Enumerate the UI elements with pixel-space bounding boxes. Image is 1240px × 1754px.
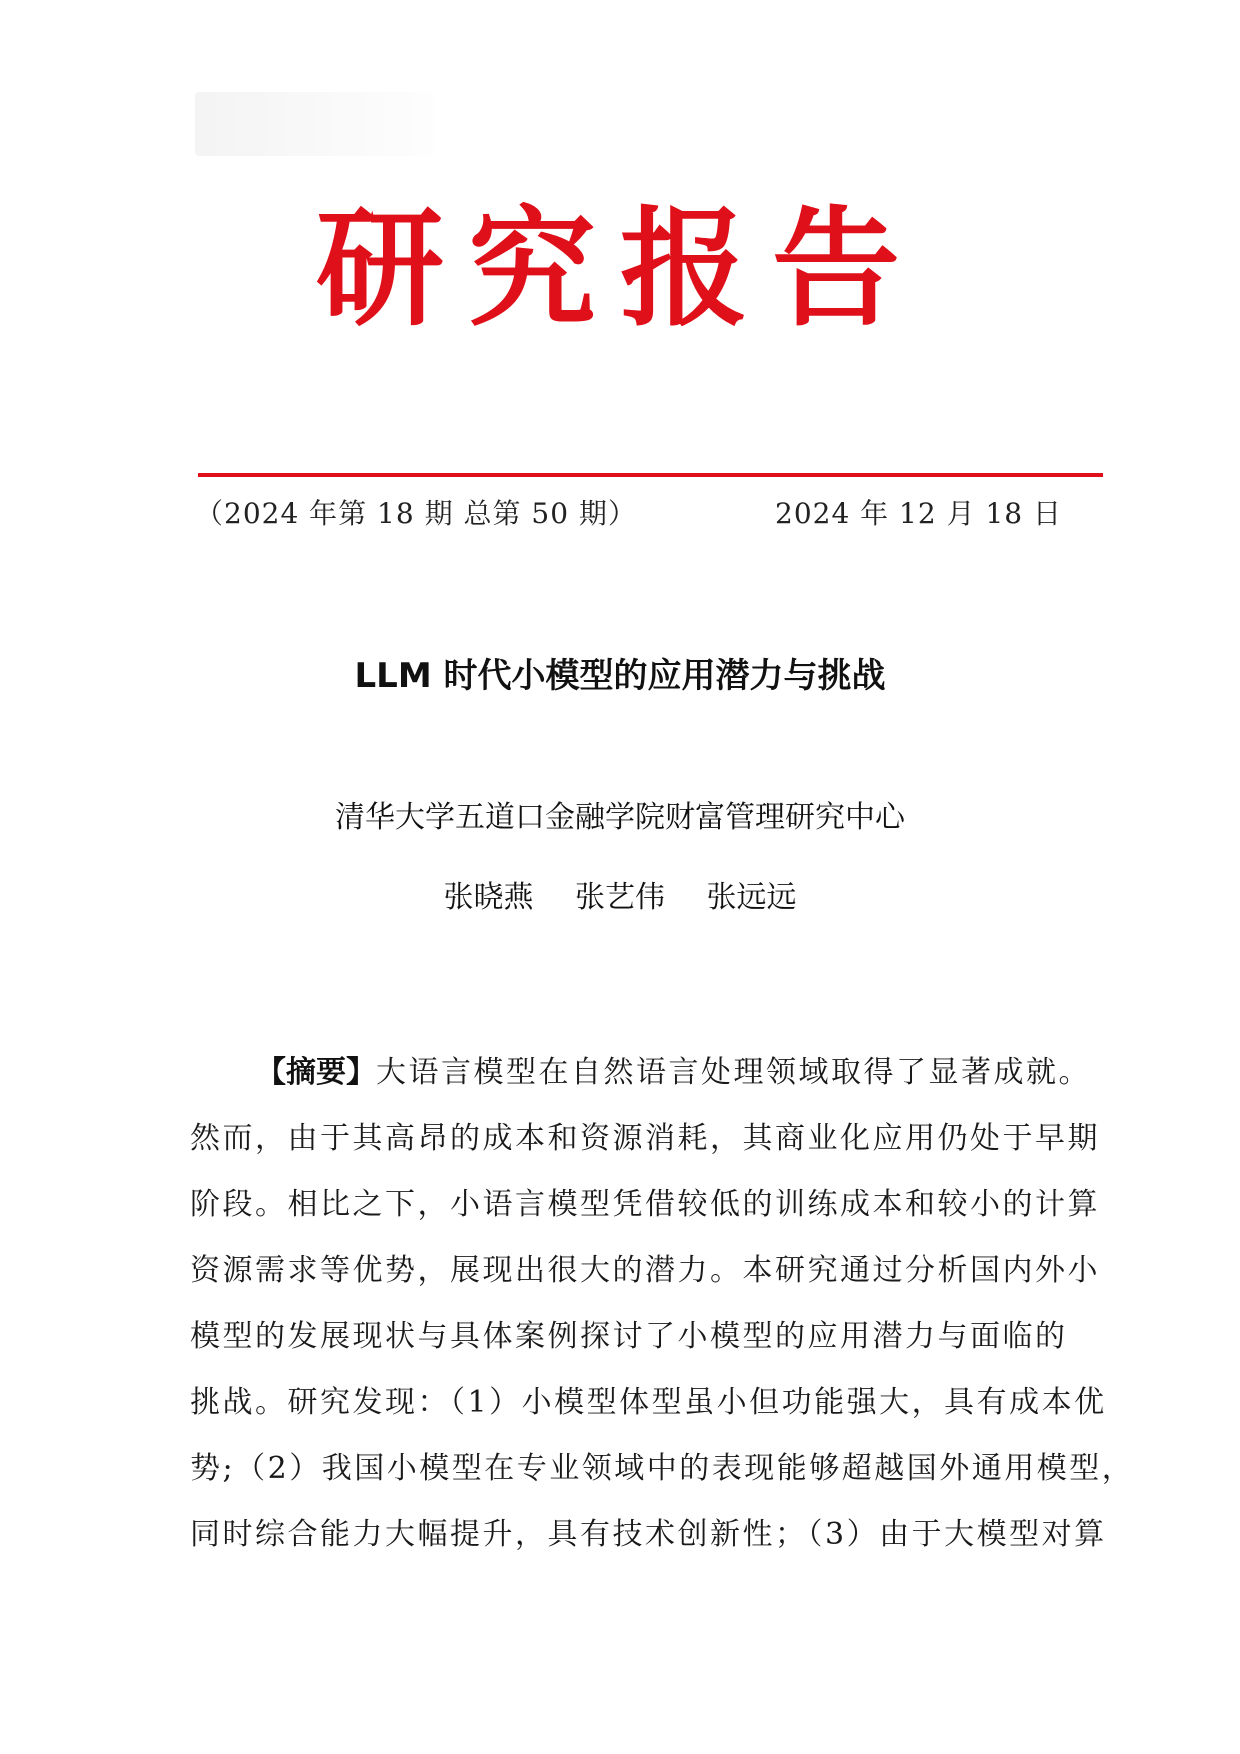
paper-title: LLM 时代小模型的应用潜力与挑战 — [354, 656, 886, 696]
issue-number: （2024 年第 18 期 总第 50 期） — [195, 497, 637, 530]
institution: 清华大学五道口金融学院财富管理研究中心 — [335, 800, 905, 835]
abstract-line-8: 同时综合能力大幅提升，具有技术创新性；（3）由于大模型对算 — [190, 1517, 1107, 1552]
abstract-line-2: 然而，由于其高昂的成本和资源消耗，其商业化应用仍处于早期 — [190, 1121, 1100, 1156]
abstract-line-4: 资源需求等优势，展现出很大的潜力。本研究通过分析国内外小 — [190, 1253, 1100, 1288]
faded-header-mark — [195, 92, 435, 156]
abstract-line-1 — [190, 1040, 1091, 1106]
red-divider — [198, 473, 1103, 477]
abstract-section — [190, 1040, 1135, 1568]
report-title: 研究报告 — [315, 194, 924, 344]
abstract-line-3: 阶段。相比之下，小语言模型凭借较低的训练成本和较小的计算 — [190, 1187, 1100, 1222]
abstract-line-6: 挑战。研究发现：（1）小模型体型虽小但功能强大，具有成本优 — [190, 1385, 1107, 1420]
abstract-line-7: 势;（2）我国小模型在专业领域中的表现能够超越国外通用模型， — [190, 1451, 1135, 1486]
author-2: 张艺伟 — [575, 880, 665, 915]
abstract-label: 【摘要】 — [256, 1055, 376, 1090]
author-3: 张远远 — [706, 880, 797, 915]
abstract-line-1-text: 大语言模型在自然语言处理领域取得了显著成就。 — [376, 1055, 1091, 1090]
author-1: 张晓燕 — [443, 880, 534, 915]
publication-date: 2024 年 12 月 18 日 — [775, 497, 1063, 530]
author-list — [0, 880, 1240, 916]
abstract-line-5: 模型的发展现状与具体案例探讨了小模型的应用潜力与面临的 — [190, 1319, 1068, 1354]
